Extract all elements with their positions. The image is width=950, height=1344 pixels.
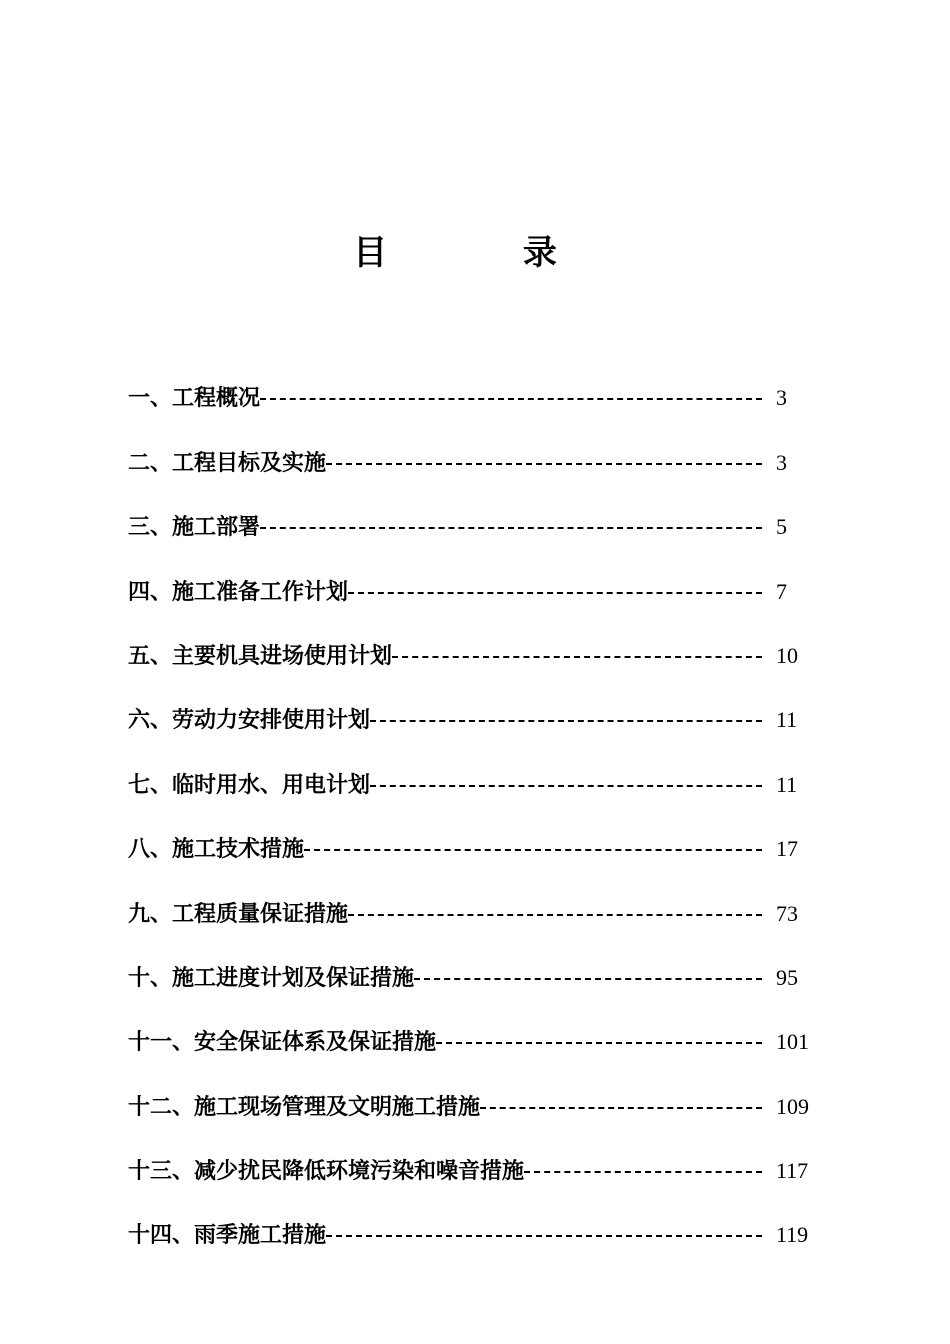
toc-entry-page: 5 [776, 514, 787, 540]
toc-entry-page: 119 [776, 1222, 809, 1248]
page-title: 目 录 [353, 233, 619, 273]
toc-entry-page: 11 [776, 771, 798, 797]
toc-entry-page: 117 [776, 1158, 809, 1184]
toc-entry-label: 十二、施工现场管理及文明施工措施 [128, 1093, 481, 1120]
toc-entry [128, 565, 828, 629]
toc-leader-dashes [414, 978, 762, 980]
toc-entry-page: 95 [776, 964, 798, 990]
toc-entry-page: 3 [776, 449, 787, 475]
toc-entry [128, 694, 828, 758]
toc-entry-label: 五、主要机具进场使用计划 [128, 642, 393, 669]
toc-leader-dashes [260, 527, 762, 529]
toc-entry [128, 436, 828, 500]
toc-leader-dashes [436, 1042, 762, 1044]
table-of-contents [128, 372, 828, 1273]
toc-entry-label: 十一、安全保证体系及保证措施 [128, 1029, 437, 1056]
toc-entry-page: 101 [776, 1029, 809, 1055]
toc-entry [128, 823, 828, 887]
toc-entry-label: 十、施工进度计划及保证措施 [128, 964, 415, 991]
toc-entry [128, 1016, 828, 1080]
toc-leader-dashes [326, 1235, 762, 1237]
toc-entry-label: 六、劳动力安排使用计划 [128, 707, 371, 734]
toc-entry-page: 3 [776, 385, 787, 411]
toc-leader-dashes [370, 720, 762, 722]
toc-entry-label: 七、临时用水、用电计划 [128, 771, 371, 798]
toc-entry-page: 109 [776, 1093, 809, 1119]
toc-entry-label: 一、工程概况 [128, 385, 261, 412]
toc-entry-label: 八、施工技术措施 [128, 836, 305, 863]
toc-entry-page: 17 [776, 836, 798, 862]
toc-leader-dashes [524, 1171, 762, 1173]
toc-entry [128, 1080, 828, 1144]
toc-leader-dashes [260, 398, 762, 400]
toc-entry-label: 十四、雨季施工措施 [128, 1222, 327, 1249]
toc-leader-dashes [348, 592, 762, 594]
toc-leader-dashes [304, 849, 762, 851]
toc-entry-page: 10 [776, 642, 798, 668]
toc-entry-page: 73 [776, 900, 798, 926]
toc-entry [128, 1145, 828, 1209]
toc-leader-dashes [326, 463, 762, 465]
toc-entry [128, 630, 828, 694]
toc-entry [128, 758, 828, 822]
toc-entry [128, 887, 828, 951]
toc-entry-label: 九、工程质量保证措施 [128, 900, 349, 927]
toc-entry [128, 952, 828, 1016]
toc-entry-page: 11 [776, 707, 798, 733]
toc-leader-dashes [392, 656, 762, 658]
toc-entry-label: 三、施工部署 [128, 514, 261, 541]
toc-leader-dashes [480, 1107, 762, 1109]
toc-entry-label: 四、施工准备工作计划 [128, 578, 349, 605]
toc-entry-page: 7 [776, 578, 787, 604]
toc-entry-label: 十三、减少扰民降低环境污染和噪音措施 [128, 1158, 525, 1185]
toc-entry [128, 501, 828, 565]
toc-entry [128, 372, 828, 436]
toc-leader-dashes [370, 785, 762, 787]
toc-entry-label: 二、工程目标及实施 [128, 449, 327, 476]
toc-leader-dashes [348, 914, 762, 916]
toc-entry [128, 1209, 828, 1273]
